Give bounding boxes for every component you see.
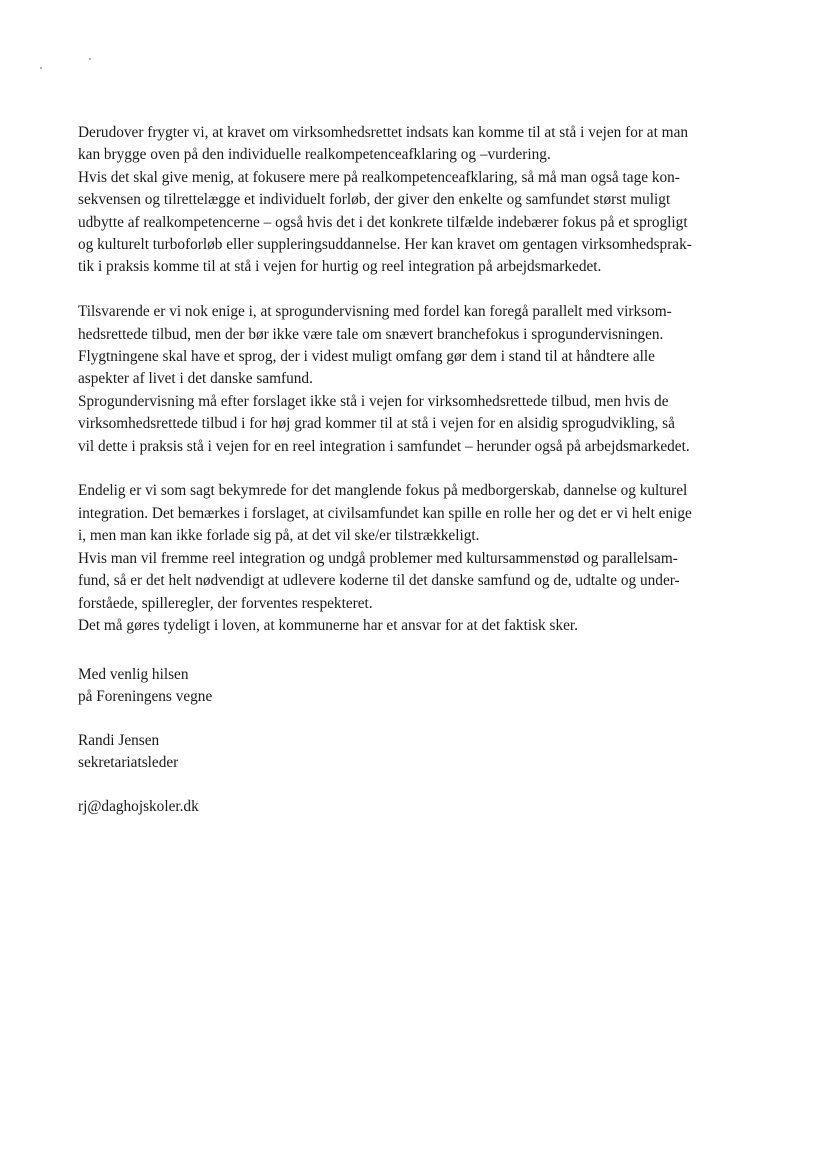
text-line: integration. Det bemærkes i forslaget, at civilsamfundet kan spille en rolle her og det er vi helt enige [78,504,692,522]
text-line: vil dette i praksis stå i vejen for en reel integration i samfundet – herunder også på arbejdsmarkedet. [78,437,690,455]
text-line: fund, så er det helt nødvendigt at udlevere koderne til det danske samfund og de, udtalte og under- [78,572,680,590]
on-behalf: på Foreningens vegne [78,688,213,705]
text-line: Derudover frygter vi, at kravet om virksomhedsrettet indsats kan komme til at stå i vejen for at man [78,124,689,141]
sign-off [78,664,478,708]
text-line: i, men man kan ikke forlade sig på, at det vil ske/er tilstrækkeligt. [78,527,480,545]
paragraph-3 [78,480,758,637]
text-line: Det må gøres tydeligt i loven, at kommunerne har et ansvar for at det faktisk sker. [78,616,578,634]
text-line: aspekter af livet i det danske samfund. [78,370,313,388]
signatory-title: sekretariatsleder [78,754,179,771]
contact [78,796,478,818]
text-line: virksomhedsrettede tilbud i for høj grad kommer til at stå i vejen for en alsidig sprogudvikling, så [78,415,675,433]
text-line: udbytte af realkompetencerne – også hvis det i det konkrete tilfælde indebærer fokus på et sprogligt [78,213,688,231]
paragraph-2 [78,301,758,458]
text-line: forståede, spilleregler, der forventes respekteret. [78,594,373,612]
text-line: tik i praksis komme til at stå i vejen for hurtig og reel integration på arbejdsmarkedet. [78,258,602,276]
paragraph-spacer [78,458,758,480]
text-line: kan brygge oven på den individuelle realkompetenceafklaring og –vurdering. [78,146,551,164]
greeting: Med venlig hilsen [78,666,189,683]
scan-speck [40,67,42,69]
text-line: Endelig er vi som sagt bekymrede for det manglende fokus på medborgerskab, dannelse og kulturel [78,482,688,500]
text-line: Tilsvarende er vi nok enige i, at sprogundervisning med fordel kan foregå parallelt med virksom- [78,303,672,321]
signatory [78,730,478,774]
signatory-name: Randi Jensen [78,732,160,749]
text-line: Hvis man vil fremme reel integration og undgå problemer med kultursammenstød og parallelsam- [78,549,678,567]
text-line: hedsrettede tilbud, men der bør ikke være tale om snævert branchefokus i sprogundervisningen. [78,325,664,343]
text-line: og kulturelt turboforløb eller suppleringsuddannelse. Her kan kravet om gentagen virksomhedsprak- [78,236,692,254]
text-line: Hvis det skal give menig, at fokusere mere på realkompetenceafklaring, så må man også tage kon- [78,168,680,186]
text-line: Sprogundervisning må efter forslaget ikke stå i vejen for virksomhedsrettede tilbud, men hvis de [78,392,669,410]
scan-speck [89,58,91,60]
text-line: Flygtningene skal have et sprog, der i videst muligt omfang gør dem i stand til at håndtere alle [78,348,655,366]
letter-body [78,122,758,637]
email-address: rj@daghojskoler.dk [78,798,199,815]
letter-closing [78,664,478,818]
text-line: sekvensen og tilrettelægge et individuelt forløb, der giver den enkelte og samfundet størst muligt [78,191,671,209]
paragraph-1 [78,122,758,279]
paragraph-spacer [78,279,758,301]
